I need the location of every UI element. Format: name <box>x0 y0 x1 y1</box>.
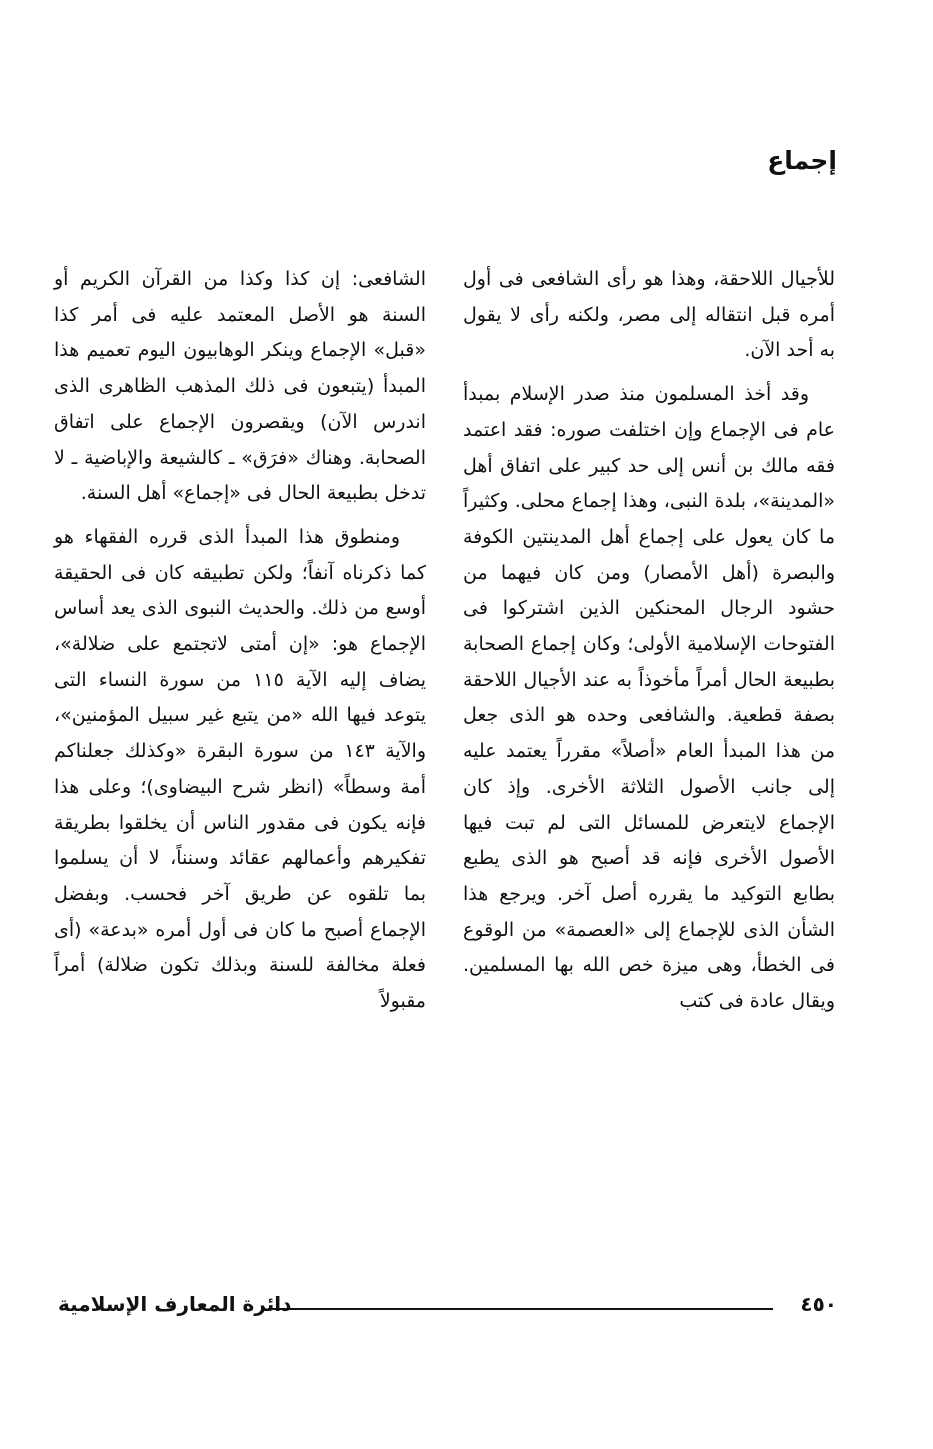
entry-running-head: إجماع <box>767 146 837 175</box>
paragraph: وقد أخذ المسلمون منذ صدر الإسلام بمبدأ عام فى الإجماع وإن اختلفت صوره: فقد اعتمد فقه مالك بن أنس إلى حد كبير على اتفاق أهل «المدينة»، بلدة النبى، وهذا إجماع محلى. وكثيراً ما كان يعول على إجماع أهل المدينتين الكوفة والبصرة (أهل الأمصار) ومن كان فيهما من حشود الرجال المحنكين الذين اشتركوا فى الفتوحات الإسلامية الأولى؛ وكان إجماع الصحابة بطبيعة الحال أمراً مأخوذاً به عند الأجيال اللاحقة بصفة قطعية. والشافعى وحده هو الذى جعل من هذا المبدأ العام «أصلاً» مقرراً يعتمد عليه إلى جانب الأصول الثلاثة الأخرى. وإذ كان الإجماع لايتعرض للمسائل التى لم تبت فيها الأصول الأخرى فإنه قد أصبح هو الذى يطبع بطابع التوكيد ما يقرره أصل آخر. ويرجع هذا الشأن الذى للإجماع إلى «العصمة» من الوقوع فى الخطأ، وهى ميزة خص الله بها المسلمين. ويقال عادة فى كتب <box>463 383 835 1013</box>
paragraph: الشافعى: إن كذا وكذا من القرآن الكريم أو السنة هو الأصل المعتمد عليه فى أمر كذا «قبل» الإجماع وينكر الوهابيون اليوم تعميم هذا المبدأ (يتبعون فى ذلك المذهب الظاهرى الذى اندرس الآن) ويقصرون الإجماع على اتفاق الصحابة. وهناك «فرَق» ـ كالشيعة والإباضية ـ لا تدخل بطبيعة الحال فى «إجماع» أهل السنة. <box>54 268 426 505</box>
text-column-right <box>463 262 835 1020</box>
text-column-left <box>54 262 426 1020</box>
page-number: ٤٥٠ <box>800 1292 837 1316</box>
paragraph: ومنطوق هذا المبدأ الذى قرره الفقهاء هو كما ذكرناه آنفاً؛ ولكن تطبيقه كان فى الحقيقة أوسع من ذلك. والحديث النبوى الذى يعد أساس الإجماع هو: «إن أمتى لاتجتمع على ضلالة»، يضاف إليه الآية ١١٥ من سورة النساء التى يتوعد فيها الله «من يتبع غير سبيل المؤمنين»، والآية ١٤٣ من سورة البقرة «وكذلك جعلناكم أمة وسطاً» (انظر شرح البيضاوى)؛ وعلى هذا فإنه يكون فى مقدور الناس أن يخلقوا بطريقة تفكيرهم وأعمالهم عقائد وسنناً، لا أن يسلموا بما تلقوه عن طريق آخر فحسب. وبفضل الإجماع أصبح ما كان فى أول أمره «بدعة» (أى فعلة مخالفة للسنة وبذلك تكون ضلالة) أمراً مقبولاً <box>54 525 427 1013</box>
publication-title: دائرة المعارف الإسلامية <box>58 1292 292 1316</box>
page-footer <box>58 1292 837 1322</box>
paragraph: للأجيال اللاحقة، وهذا هو رأى الشافعى فى أول أمره قبل انتقاله إلى مصر، ولكنه رأى لا يقول به أحد الآن. <box>463 268 835 362</box>
footer-divider <box>268 1308 773 1310</box>
